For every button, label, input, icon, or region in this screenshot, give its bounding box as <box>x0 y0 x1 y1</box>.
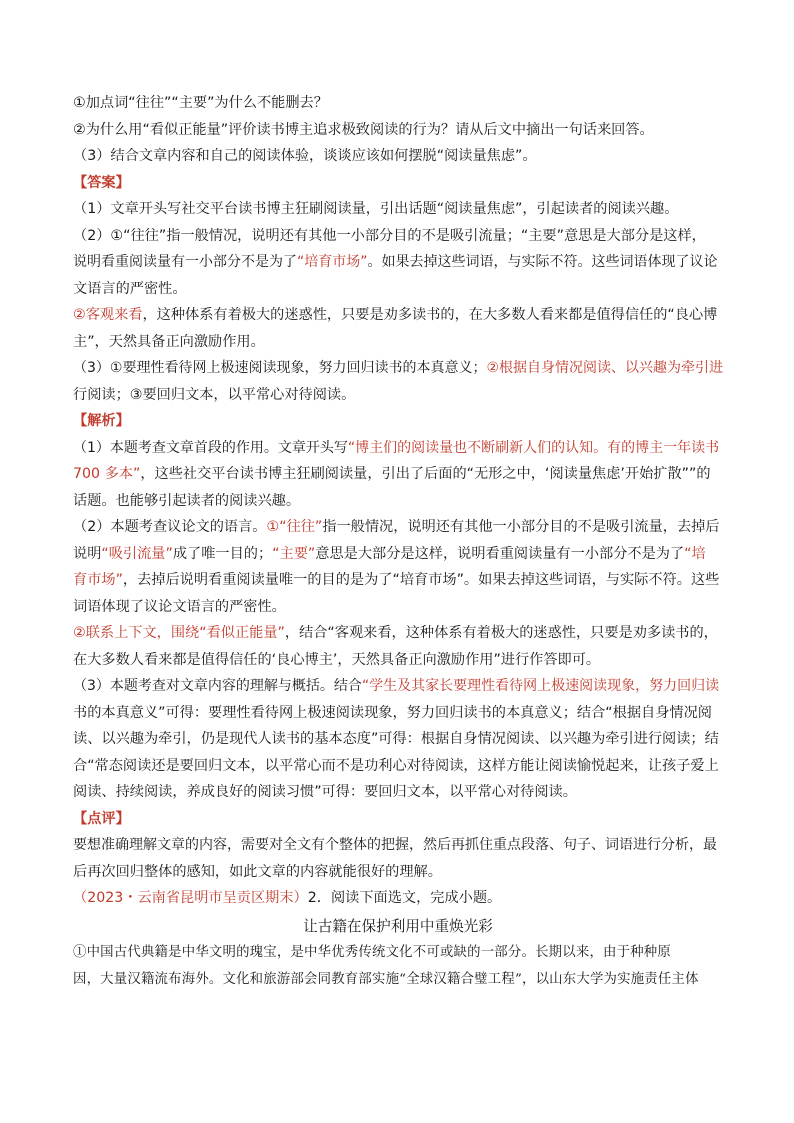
answer-3-line-1: （3）①要理性看待网上极速阅读现象，努力回归读书的本真意义；②根据自身情况阅读、以兴趣为牵引进 <box>73 360 724 376</box>
answer-3-line-2: 行阅读；③要回归文本，以平常心对待阅读。 <box>73 386 356 403</box>
analysis-2-2-line-2: 在大多数人看来都是值得信任的‘良心博主’，天然具备正向激励作用”进行作答即可。 <box>73 651 601 668</box>
analysis-2-line-4: 词语体现了议论文语言的严密性。 <box>73 598 286 615</box>
passage-paragraph-1-line-2: 因，大量汉籍流布海外。文化和旅游部会同教育部实施“全球汉籍合璧工程”，以山东大学为实施责任主体 <box>73 971 699 987</box>
analysis-2-2-line-1: ②联系上下文，围绕“看似正能量”，结合“客观来看，这种体系有着极大的迷惑性，只要是劝多读书的， <box>73 625 718 641</box>
next-question-prompt: 2．阅读下面选文，完成小题。 <box>307 890 502 906</box>
comment-heading: 【点评】 <box>73 810 130 827</box>
analysis-2-line-2: 说明“吸引流量”成了唯一目的；“主要”意思是大部分是这样，说明看重阅读量有一小部分不是为了“培 <box>73 545 706 562</box>
passage-paragraph-1-line-1: ①中国古代典籍是中华文明的瑰宝，是中华优秀传统文化不可或缺的一部分。长期以来，由于种种原 <box>73 945 671 960</box>
analysis-3-line-5: 阅读、持续阅读，养成良好的阅读习惯”可得：要回归文本，以平常心对待阅读。 <box>73 784 577 800</box>
next-question-header <box>73 885 723 912</box>
analysis-3-line-4: 合“常态阅读还是要回归文本，以平常心而不是功利心对待阅读，这样方能让阅读愉悦起来，让孩子爱上 <box>73 757 719 774</box>
comment-line-1: 要想准确理解文章的内容，需要对全文有个整体的把握，然后再抓住重点段落、句子、词语进行分析，最 <box>73 837 717 853</box>
question-2-2: ②为什么用“看似正能量”评价读书博主追求极致阅读的行为？请从后文中摘出一句话来回答。 <box>73 121 654 138</box>
analysis-3-line-3: 读、以兴趣为牵引，仍是现代人读书的基本态度”可得：根据自身情况阅读、以兴趣为牵引进行阅读；结 <box>73 731 719 747</box>
analysis-3-line-2: 书的本真意义”可得：要理性看待网上极速阅读现象，努力回归读书的本真意义；结合“根据自身情况阅 <box>73 704 712 721</box>
question-2-1: ①加点词“往往”“主要”为什么不能删去？ <box>73 95 328 111</box>
answer-heading: 【答案】 <box>73 174 130 191</box>
source-tag: （2023・云南省昆明市呈贡区期末） <box>73 890 308 906</box>
analysis-1-line-2: 700 多本”，这些社交平台读书博主狂刷阅读量，引出了后面的“无形之中，‘阅读量焦虑’开始扩散””的 <box>73 466 711 482</box>
answer-2-line-2: 说明看重阅读量有一小部分不是为了“培育市场”。如果去掉这些词语，与实际不符。这些词语体现了议论 <box>73 254 718 270</box>
question-3: （3）结合文章内容和自己的阅读体验，谈谈应该如何摆脱“阅读量焦虑”。 <box>73 148 537 164</box>
answer-1: （1）文章开头写社交平台读书博主狂刷阅读量，引出话题“阅读量焦虑”，引起读者的阅读兴趣。 <box>73 201 679 217</box>
analysis-heading: 【解析】 <box>73 413 130 429</box>
answer-2-line-1: （2）①“往往”指一般情况，说明还有其他一小部分目的不是吸引流量；“主要”意思是大部分是这样， <box>73 227 706 244</box>
answer-2-2: ②客观来看，这种体系有着极大的迷惑性，只要是劝多读书的，在大多数人看来都是值得信任的“良心博 <box>73 307 718 323</box>
analysis-2-line-1: （2）本题考查议论文的语言。①“往往”指一般情况，说明还有其他一小部分目的不是吸引流量，去掉后 <box>73 519 720 535</box>
analysis-3-line-1: （3）本题考查对文章内容的理解与概括。结合“学生及其家长要理性看待网上极速阅读现象，努力回归读 <box>73 678 720 694</box>
analysis-1-line-1: （1）本题考查文章首段的作用。文章开头写“博主们的阅读量也不断刷新人们的认知。有的博主一年读书 <box>73 439 720 456</box>
answer-2-2-cont: 主”，天然具备正向激励作用。 <box>73 333 265 350</box>
analysis-2-line-3: 育市场”，去掉后说明看重阅读量唯一的目的是为了“培育市场”。如果去掉这些词语，与实际不符。这些 <box>73 572 720 588</box>
comment-line-2: 后再次回归整体的感知，如此文章的内容就能很好的理解。 <box>73 863 442 880</box>
document-body <box>73 90 723 993</box>
answer-2-line-3: 文语言的严密性。 <box>73 280 187 297</box>
analysis-1-line-3: 话题。也能够引起读者的阅读兴趣。 <box>73 492 301 509</box>
passage-title: 让古籍在保护利用中重焕光彩 <box>303 917 493 935</box>
